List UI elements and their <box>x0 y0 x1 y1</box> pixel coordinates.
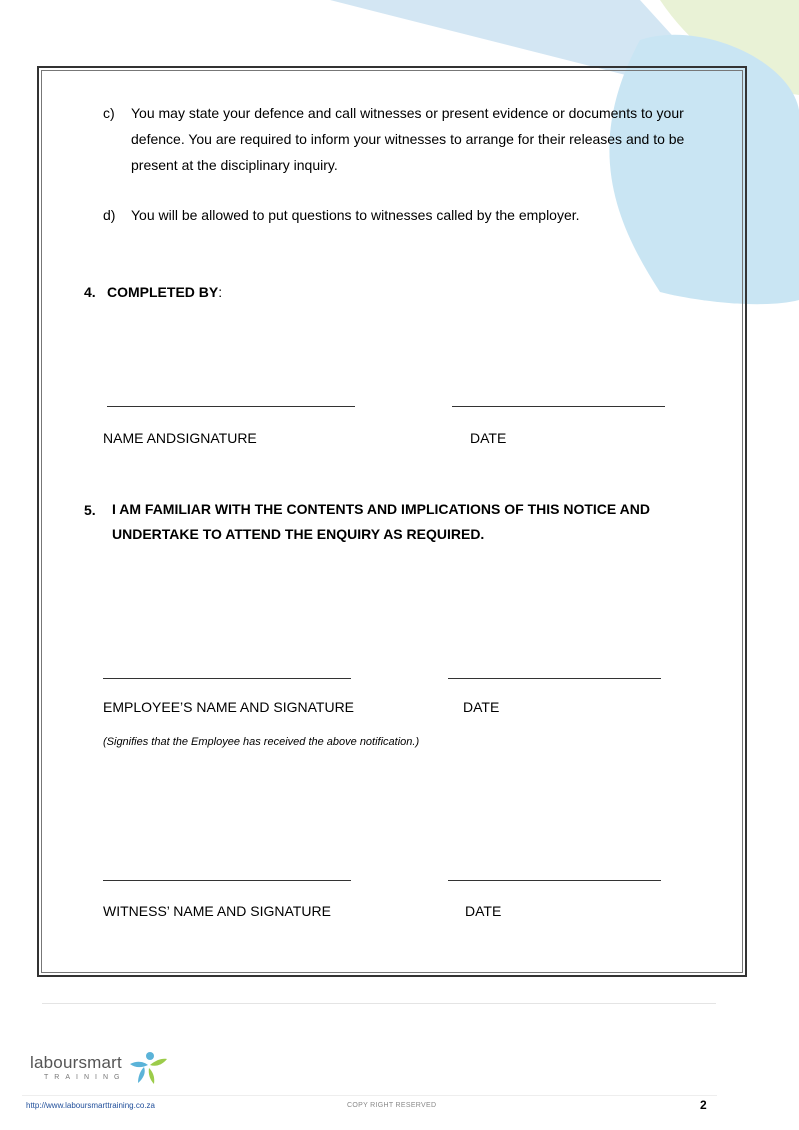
employee-date-label: DATE <box>463 699 500 715</box>
page-number: 2 <box>700 1098 707 1112</box>
completed-by-signature-line <box>107 406 355 407</box>
employee-name-signature-label: EMPLOYEE’S NAME AND SIGNATURE <box>103 699 355 715</box>
section-5-line-2: UNDERTAKE TO ATTEND THE ENQUIRY AS REQUIRED. <box>112 526 485 542</box>
employee-signature-line <box>103 678 351 679</box>
footer-website-link[interactable]: http://www.laboursmarttraining.co.za <box>26 1101 155 1110</box>
section-4-heading <box>107 284 222 300</box>
section-5-number: 5. <box>84 502 96 518</box>
witness-name-signature-label: WITNESS’ NAME AND SIGNATURE <box>103 903 331 919</box>
item-c-line-2: defence. You are required to inform your witnesses to arrange for their releases and to be <box>131 131 685 147</box>
item-c-line-1: You may state your defence and call witnesses or present evidence or documents to your <box>131 105 684 121</box>
section-4-colon: : <box>218 284 223 300</box>
footer-logo <box>30 1053 125 1081</box>
item-d-letter: d) <box>103 207 116 223</box>
item-d-text: You will be allowed to put questions to witnesses called by the employer. <box>131 207 580 223</box>
item-c-letter: c) <box>103 105 115 121</box>
logo-text: laboursmart <box>30 1053 122 1072</box>
witness-signature-line <box>103 880 351 881</box>
item-c-line-3: present at the disciplinary inquiry. <box>131 157 338 173</box>
logo-subtext: TRAINING <box>44 1074 126 1081</box>
employee-date-line <box>448 678 661 679</box>
footer-divider-bottom <box>22 1095 717 1096</box>
section-4-number: 4. <box>84 284 96 300</box>
name-signature-label: NAME ANDSIGNATURE <box>103 430 257 446</box>
date-label: DATE <box>470 430 507 446</box>
completed-by-date-line <box>452 406 665 407</box>
section-4-title: COMPLETED BY <box>107 284 219 300</box>
footer-divider <box>42 1003 716 1004</box>
witness-date-line <box>448 880 661 881</box>
section-5-heading <box>112 502 650 547</box>
employee-note: (Signifies that the Employee has received the above notification.) <box>103 736 420 748</box>
witness-date-label: DATE <box>465 903 502 919</box>
section-5-line-1: I AM FAMILIAR WITH THE CONTENTS AND IMPLICATIONS OF THIS NOTICE AND <box>112 501 650 517</box>
footer-copyright: COPY RIGHT RESERVED <box>347 1102 437 1109</box>
item-c-text <box>131 100 721 178</box>
logo-figure-icon <box>122 1050 168 1086</box>
